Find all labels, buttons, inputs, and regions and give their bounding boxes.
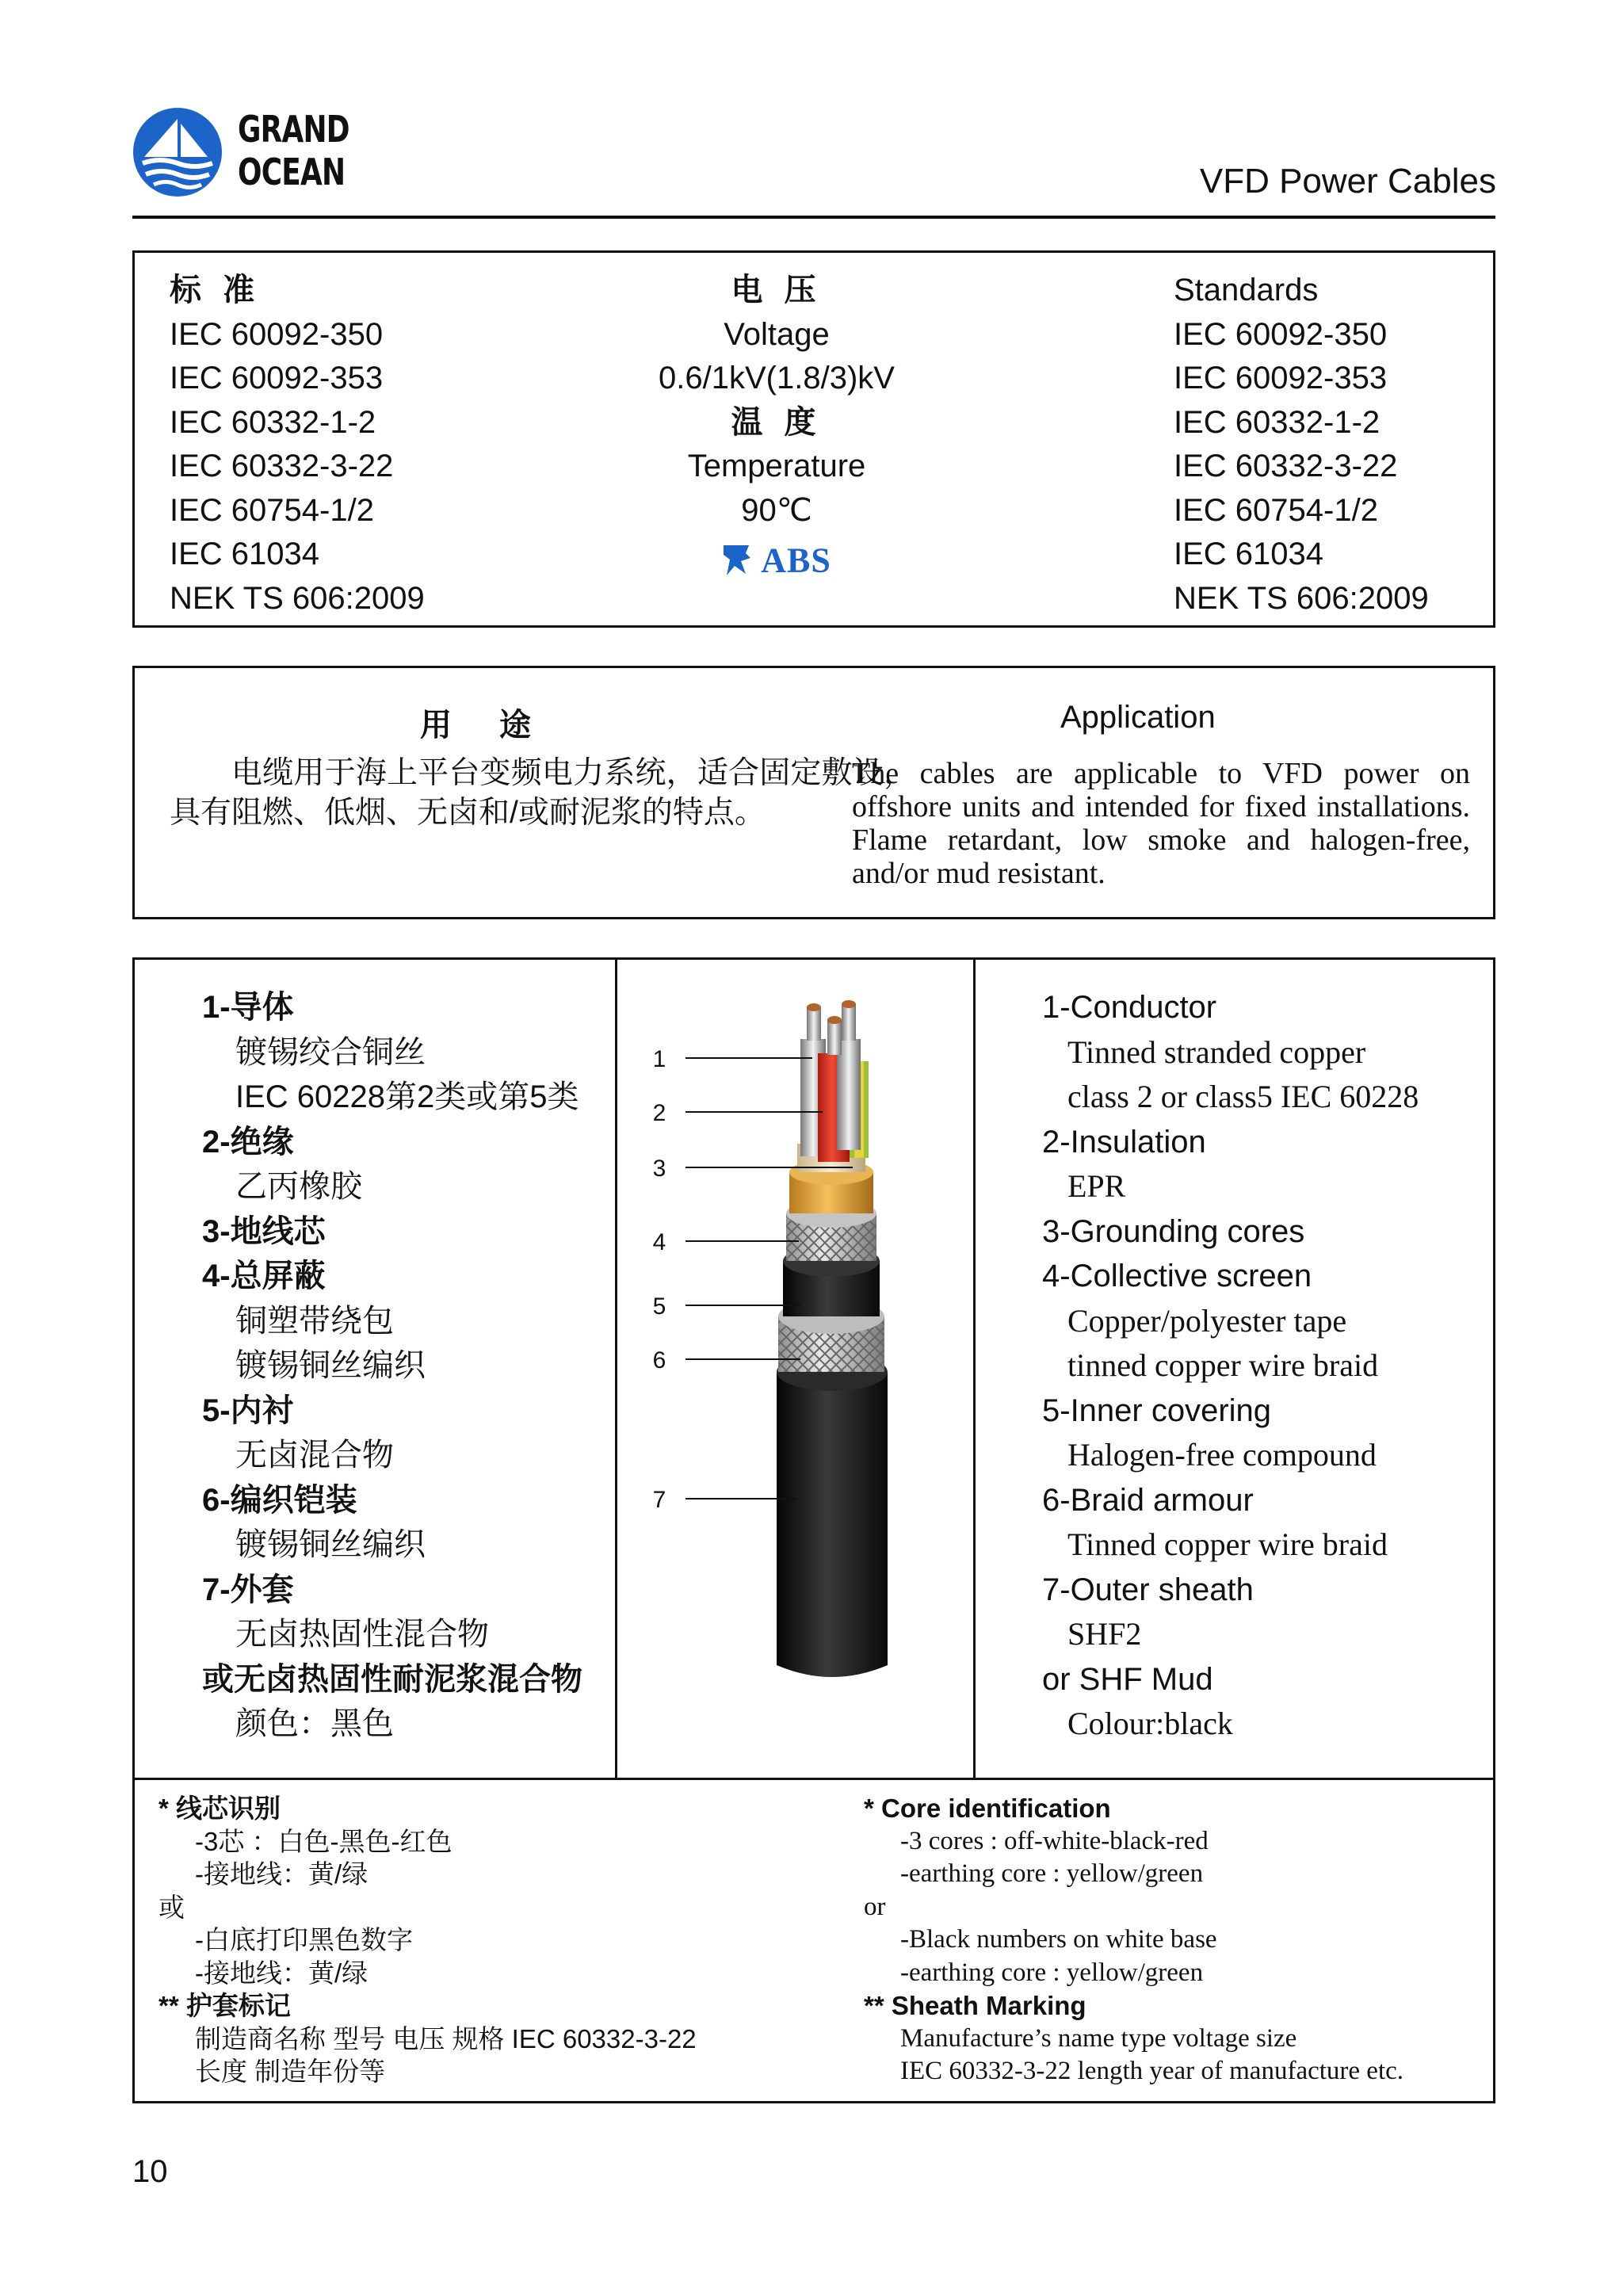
construction-item-zh: 4-总屏蔽	[202, 1259, 326, 1293]
standard-item: IEC 60754-1/2	[1174, 492, 1378, 528]
note-line-zh: -3芯 ：白色-黑色-红色	[195, 1826, 453, 1856]
diagram-label: 4	[652, 1229, 666, 1255]
construction-item-zh: 3-地线芯	[202, 1213, 326, 1249]
construction-item-zh: 镀锡铜丝编织	[235, 1348, 426, 1383]
rating-column	[642, 269, 911, 583]
notes-divider	[135, 1778, 1493, 1780]
voltage-heading-zh: 电 压	[731, 273, 823, 308]
note-line-en: * Core identification	[864, 1794, 1111, 1823]
construction-panel	[132, 957, 1495, 2103]
voltage-heading-en: Voltage	[724, 316, 830, 352]
note-line-en: Manufacture’s name type voltage size	[900, 2023, 1297, 2053]
ship-emblem-icon	[128, 101, 231, 204]
construction-item-zh: 乙丙橡胶	[235, 1169, 362, 1204]
standards-heading-en: Standards	[1174, 273, 1319, 308]
standard-item: IEC 60754-1/2	[170, 492, 374, 528]
brand-name-line1: GRAND	[238, 108, 349, 151]
construction-item-zh: 1-导体	[202, 990, 294, 1025]
standard-item: NEK TS 606:2009	[170, 580, 425, 616]
standard-item: IEC 60092-350	[1174, 316, 1388, 352]
temperature-heading-zh: 温 度	[731, 404, 823, 440]
standards-panel	[132, 250, 1495, 628]
construction-item-zh: 镀锡绞合铜丝	[235, 1034, 426, 1070]
note-line-zh: -接地线：黄/绿	[195, 1859, 369, 1889]
standard-item: IEC 60092-350	[170, 316, 384, 352]
standard-item: IEC 60092-353	[1174, 361, 1388, 395]
application-text-en: The cables are applicable to VFD power on offshore units and intended for fixed installations. Flame retardant, low smoke and halogen-free, and/or mud resistant.	[852, 757, 1470, 890]
note-line-en: -3 cores : off-white-black-red	[900, 1826, 1209, 1855]
application-heading-en: Application	[1060, 700, 1216, 735]
construction-item-en: SHF2	[1067, 1616, 1142, 1652]
construction-item-en: EPR	[1067, 1168, 1126, 1204]
temperature-heading-en: Temperature	[687, 449, 866, 483]
construction-item-zh: 6-编织铠装	[202, 1482, 357, 1518]
construction-item-en: Tinned stranded copper	[1067, 1033, 1366, 1070]
note-line-zh: 或	[158, 1892, 185, 1922]
notes-zh	[158, 1792, 697, 2088]
column-divider	[615, 960, 617, 1778]
standard-item: NEK TS 606:2009	[1174, 580, 1429, 616]
construction-item-zh: 颜色：黑色	[235, 1706, 394, 1741]
construction-item-en: 1-Conductor	[1042, 990, 1217, 1025]
construction-item-zh: 7-外套	[202, 1572, 294, 1607]
standard-item: IEC 60332-1-2	[170, 404, 376, 440]
diagram-label: 5	[652, 1293, 666, 1320]
note-line-zh: -接地线：黄/绿	[195, 1958, 369, 1988]
application-text-zh: 电缆用于海上平台变频电力系统，适合固定敷设，具有阻燃、低烟、无卤和/或耐泥浆的特点。	[170, 756, 915, 830]
construction-item-en: Copper/polyester tape	[1067, 1302, 1347, 1339]
construction-item-en: class 2 or class5 IEC 60228	[1067, 1079, 1419, 1114]
construction-item-zh: 无卤热固性混合物	[235, 1617, 489, 1652]
note-line-zh: 长度 制造年份等	[195, 2057, 386, 2086]
standards-list-zh	[170, 269, 425, 621]
note-line-zh: 制造商名称 型号 电压 规格 IEC 60332-3-22	[195, 2023, 697, 2053]
construction-item-en: 3-Grounding cores	[1042, 1213, 1305, 1249]
construction-item-en: Colour:black	[1067, 1706, 1233, 1741]
note-line-zh: ** 护套标记	[158, 1991, 291, 2020]
diagram-label: 3	[652, 1156, 666, 1182]
note-line-en: IEC 60332-3-22 length year of manufacture etc.	[900, 2057, 1404, 2085]
construction-item-zh: 镀锡铜丝编织	[235, 1527, 426, 1562]
construction-item-zh: 5-内衬	[202, 1392, 294, 1428]
eagle-icon	[722, 542, 752, 579]
standard-item: IEC 61034	[170, 537, 320, 571]
construction-list-en	[1042, 985, 1419, 1747]
voltage-value: 0.6/1kV(1.8/3)kV	[659, 361, 895, 395]
note-line-en: or	[864, 1892, 886, 1921]
standard-item: IEC 61034	[1174, 537, 1324, 571]
construction-item-en: 6-Braid armour	[1042, 1482, 1254, 1518]
page-title: VFD Power Cables	[1199, 162, 1496, 201]
note-line-zh: * 线芯识别	[158, 1794, 281, 1823]
construction-item-en: 7-Outer sheath	[1042, 1572, 1254, 1607]
standard-item: IEC 60092-353	[170, 361, 384, 395]
diagram-label: 7	[652, 1487, 666, 1513]
note-line-en: -earthing core : yellow/green	[900, 1859, 1204, 1888]
temperature-value: 90℃	[741, 492, 812, 528]
standards-heading-zh: 标 准	[170, 273, 262, 308]
note-line-en: -Black numbers on white base	[900, 1925, 1217, 1954]
construction-item-en: Halogen-free compound	[1067, 1437, 1377, 1473]
brand-logo	[128, 101, 366, 212]
construction-item-zh: 铜塑带绕包	[235, 1303, 394, 1339]
construction-item-zh: 无卤混合物	[235, 1438, 394, 1473]
construction-item-en: Tinned copper wire braid	[1067, 1526, 1388, 1562]
cable-cross-section-diagram	[642, 960, 959, 1768]
construction-item-en: or SHF Mud	[1042, 1661, 1213, 1697]
note-line-en: -earthing core : yellow/green	[900, 1958, 1204, 1987]
application-heading-zh: 用途	[420, 708, 579, 743]
note-line-zh: -白底打印黑色数字	[195, 1925, 413, 1954]
notes-en	[864, 1792, 1403, 2088]
standard-item: IEC 60332-3-22	[1174, 449, 1398, 483]
brand-name-line2: OCEAN	[238, 151, 346, 193]
diagram-label: 6	[652, 1347, 666, 1373]
standard-item: IEC 60332-3-22	[170, 449, 394, 483]
note-line-en: ** Sheath Marking	[864, 1991, 1086, 2020]
header-divider	[132, 216, 1495, 219]
diagram-label: 1	[652, 1046, 666, 1072]
page-number: 10	[132, 2154, 168, 2189]
construction-item-zh: IEC 60228第2类或第5类	[235, 1079, 579, 1114]
construction-item-zh: 或无卤热固性耐泥浆混合物	[202, 1661, 582, 1697]
construction-item-zh: 2-绝缘	[202, 1124, 294, 1159]
diagram-label: 2	[652, 1100, 666, 1126]
application-panel	[132, 666, 1495, 919]
column-divider	[973, 960, 976, 1778]
construction-list-zh	[202, 985, 582, 1747]
construction-item-en: 4-Collective screen	[1042, 1259, 1312, 1293]
construction-item-en: tinned copper wire braid	[1067, 1347, 1379, 1383]
abs-mark-text: ABS	[761, 541, 831, 580]
standard-item: IEC 60332-1-2	[1174, 404, 1381, 440]
standards-list-en	[1174, 269, 1429, 621]
construction-item-en: 2-Insulation	[1042, 1124, 1206, 1159]
construction-item-en: 5-Inner covering	[1042, 1392, 1272, 1428]
abs-certification-mark	[722, 537, 831, 583]
